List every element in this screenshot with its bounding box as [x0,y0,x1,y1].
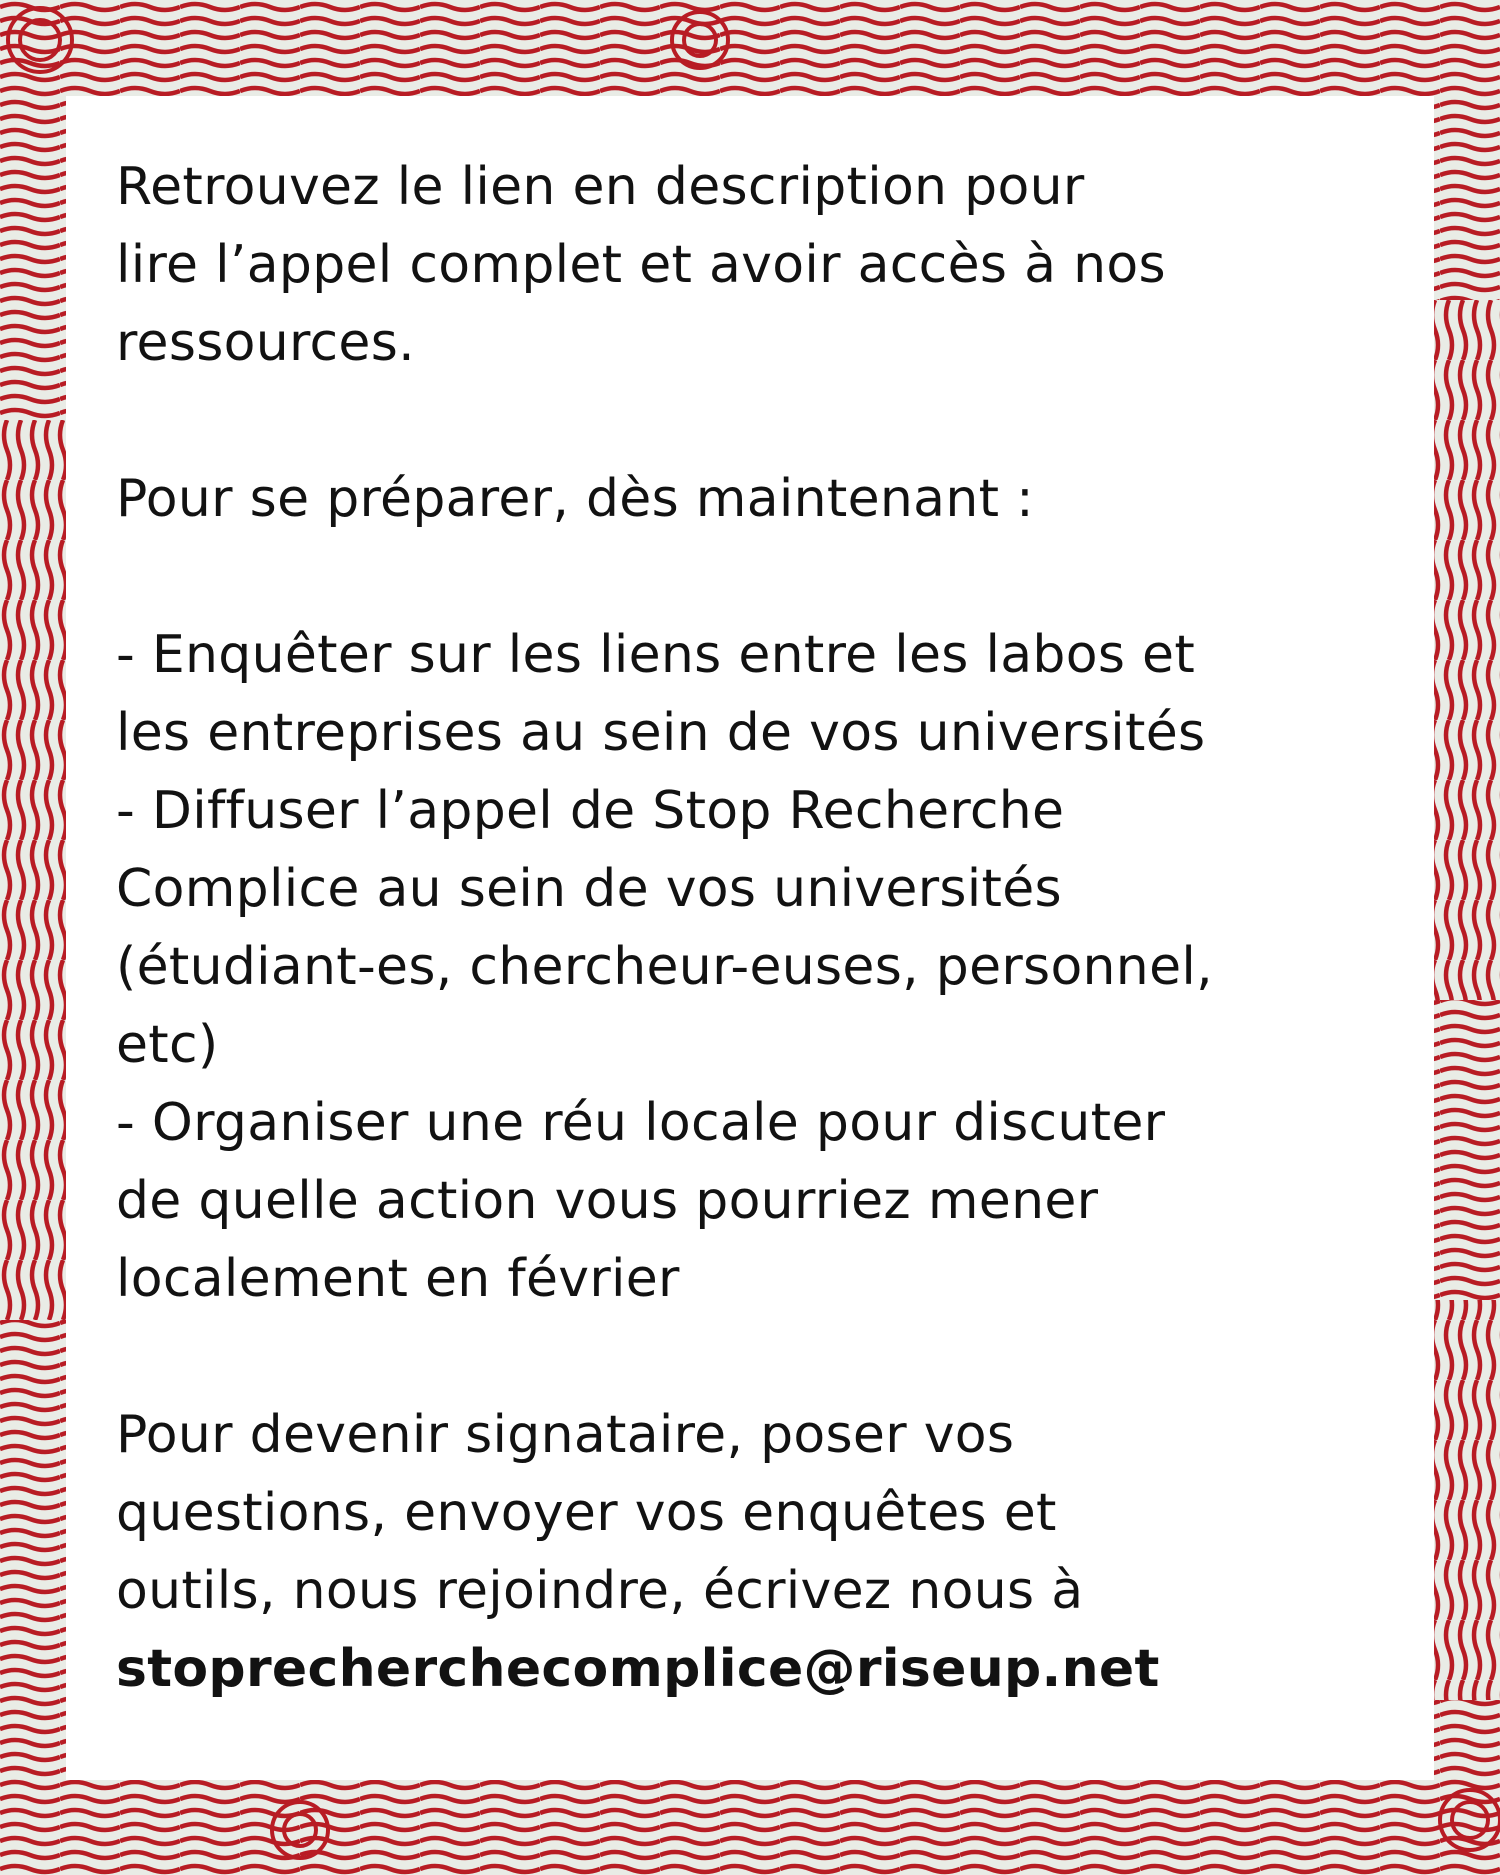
text-line: etc) [116,1015,219,1075]
paragraph-spacer [116,1318,1386,1396]
text-card [66,96,1434,1780]
paragraph-spacer [116,382,1386,460]
text-line: Pour devenir signataire, poser vos [116,1405,1015,1465]
text-line: lire l’appel complet et avoir accès à nos [116,235,1166,295]
text-line: Complice au sein de vos universités [116,859,1062,919]
text-line: localement en février [116,1249,680,1309]
text-line: outils, nous rejoindre, écrivez nous à [116,1561,1084,1621]
list-item: - Diffuser l’appel de Stop Recherche [116,781,1065,841]
text-line: les entreprises au sein de vos universités [116,703,1206,763]
paragraph-actions-list [116,616,1386,1318]
paragraph-spacer [116,538,1386,616]
paragraph-intro [116,148,1386,382]
paragraph-contact [116,1396,1386,1708]
list-item: - Organiser une réu locale pour discuter [116,1093,1166,1153]
list-item: - Enquêter sur les liens entre les labos et [116,625,1196,685]
text-line: Retrouvez le lien en description pour [116,157,1085,217]
contact-email[interactable]: stoprecherchecomplice@riseup.net [116,1639,1160,1699]
text-line: Pour se préparer, dès maintenant : [116,469,1034,529]
text-line: (étudiant-es, chercheur-euses, personnel, [116,937,1213,997]
text-line: questions, envoyer vos enquêtes et [116,1483,1057,1543]
paragraph-prepare [116,460,1386,538]
text-line: ressources. [116,313,415,373]
text-line: de quelle action vous pourriez mener [116,1171,1099,1231]
